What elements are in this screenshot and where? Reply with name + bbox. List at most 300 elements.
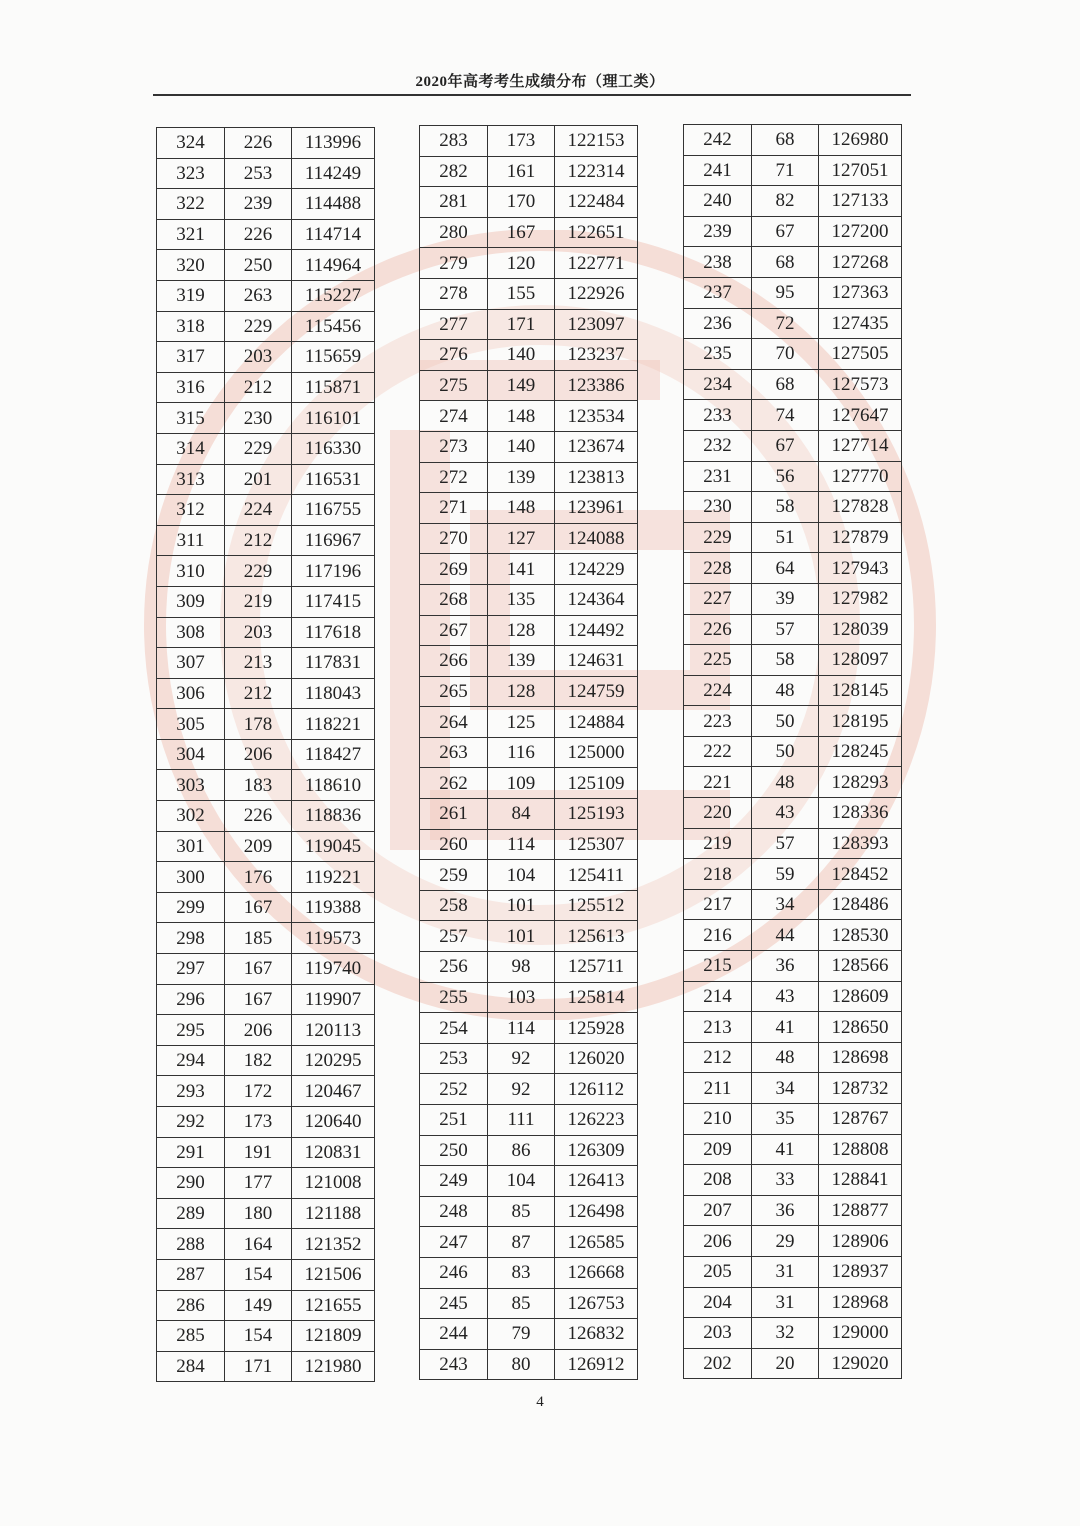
count-cell: 206 [225,1015,292,1046]
score-cell: 321 [157,219,225,250]
cumulative-cell: 119388 [292,892,375,923]
count-cell: 230 [225,403,292,434]
count-cell: 203 [225,617,292,648]
cumulative-cell: 115227 [292,280,375,311]
score-cell: 228 [684,553,752,584]
table-row [420,1227,638,1258]
score-cell: 316 [157,372,225,403]
table-row [684,798,902,829]
score-cell: 205 [684,1256,752,1287]
cumulative-cell: 127363 [819,277,902,308]
count-cell: 178 [225,709,292,740]
table-row [157,1321,375,1352]
cumulative-cell: 118610 [292,770,375,801]
cumulative-cell: 128841 [819,1165,902,1196]
score-cell: 237 [684,277,752,308]
score-cell: 249 [420,1166,488,1197]
count-cell: 58 [752,645,819,676]
count-cell: 167 [488,217,555,248]
count-cell: 50 [752,736,819,767]
score-cell: 231 [684,461,752,492]
cumulative-cell: 121188 [292,1198,375,1229]
count-cell: 171 [225,1351,292,1382]
score-cell: 324 [157,128,225,159]
cumulative-cell: 120831 [292,1137,375,1168]
cumulative-cell: 121655 [292,1290,375,1321]
cumulative-cell: 119740 [292,954,375,985]
score-cell: 281 [420,187,488,218]
table-row [157,1259,375,1290]
count-cell: 125 [488,707,555,738]
cumulative-cell: 128195 [819,706,902,737]
table-row [684,308,902,339]
cumulative-cell: 126498 [555,1196,638,1227]
score-cell: 289 [157,1198,225,1229]
table-row [420,768,638,799]
cumulative-cell: 125109 [555,768,638,799]
cumulative-cell: 123237 [555,340,638,371]
count-cell: 85 [488,1196,555,1227]
count-cell: 109 [488,768,555,799]
score-cell: 211 [684,1073,752,1104]
cumulative-cell: 126668 [555,1257,638,1288]
table-row [684,675,902,706]
cumulative-cell: 127828 [819,492,902,523]
count-cell: 167 [225,984,292,1015]
cumulative-cell: 128968 [819,1287,902,1318]
count-cell: 36 [752,951,819,982]
cumulative-cell: 128393 [819,828,902,859]
score-cell: 254 [420,1013,488,1044]
cumulative-cell: 113996 [292,128,375,159]
score-cell: 262 [420,768,488,799]
score-cell: 207 [684,1195,752,1226]
table-row [157,372,375,403]
cumulative-cell: 128937 [819,1256,902,1287]
score-cell: 229 [684,522,752,553]
cumulative-cell: 118221 [292,709,375,740]
table-row [420,1257,638,1288]
table-row [684,247,902,278]
cumulative-cell: 115871 [292,372,375,403]
cumulative-cell: 128452 [819,859,902,890]
cumulative-cell: 116330 [292,433,375,464]
score-cell: 322 [157,189,225,220]
score-cell: 260 [420,829,488,860]
score-cell: 264 [420,707,488,738]
cumulative-cell: 128039 [819,614,902,645]
count-cell: 41 [752,1012,819,1043]
score-cell: 303 [157,770,225,801]
count-cell: 64 [752,553,819,584]
count-cell: 229 [225,556,292,587]
count-cell: 104 [488,860,555,891]
count-cell: 229 [225,433,292,464]
score-cell: 305 [157,709,225,740]
count-cell: 68 [752,369,819,400]
cumulative-cell: 121506 [292,1259,375,1290]
count-cell: 148 [488,401,555,432]
count-cell: 35 [752,1104,819,1135]
count-cell: 167 [225,892,292,923]
table-row [157,770,375,801]
table-row [157,1198,375,1229]
table-row [157,158,375,189]
table-row [684,614,902,645]
cumulative-cell: 125307 [555,829,638,860]
count-cell: 68 [752,125,819,156]
count-cell: 51 [752,522,819,553]
score-cell: 318 [157,311,225,342]
score-cell: 280 [420,217,488,248]
cumulative-cell: 124364 [555,584,638,615]
score-cell: 314 [157,433,225,464]
table-row [684,155,902,186]
table-row [684,430,902,461]
score-cell: 221 [684,767,752,798]
count-cell: 57 [752,828,819,859]
count-cell: 43 [752,981,819,1012]
score-cell: 224 [684,675,752,706]
count-cell: 86 [488,1135,555,1166]
score-cell: 232 [684,430,752,461]
count-cell: 33 [752,1165,819,1196]
score-cell: 250 [420,1135,488,1166]
cumulative-cell: 127714 [819,430,902,461]
count-cell: 114 [488,1013,555,1044]
cumulative-cell: 125928 [555,1013,638,1044]
cumulative-cell: 117618 [292,617,375,648]
cumulative-cell: 123534 [555,401,638,432]
table-row [420,309,638,340]
page-title: 2020年高考考生成绩分布（理工类） [415,74,665,90]
count-cell: 149 [488,370,555,401]
score-cell: 203 [684,1318,752,1349]
count-cell: 182 [225,1045,292,1076]
table-row [420,340,638,371]
table-row [420,1043,638,1074]
cumulative-cell: 127133 [819,186,902,217]
cumulative-cell: 121980 [292,1351,375,1382]
cumulative-cell: 125711 [555,952,638,983]
score-cell: 291 [157,1137,225,1168]
table-row [420,982,638,1013]
score-cell: 310 [157,556,225,587]
score-cell: 226 [684,614,752,645]
table-row [157,1229,375,1260]
cumulative-cell: 123097 [555,309,638,340]
score-cell: 268 [420,584,488,615]
cumulative-cell: 126753 [555,1288,638,1319]
cumulative-cell: 126980 [819,125,902,156]
cumulative-cell: 127200 [819,216,902,247]
score-cell: 311 [157,525,225,556]
count-cell: 34 [752,1073,819,1104]
score-cell: 252 [420,1074,488,1105]
cumulative-cell: 125613 [555,921,638,952]
count-cell: 139 [488,646,555,677]
table-row [157,189,375,220]
cumulative-cell: 128609 [819,981,902,1012]
score-cell: 225 [684,645,752,676]
cumulative-cell: 127879 [819,522,902,553]
cumulative-cell: 128245 [819,736,902,767]
table-row [157,984,375,1015]
score-cell: 294 [157,1045,225,1076]
cumulative-cell: 115659 [292,342,375,373]
table-row [420,921,638,952]
score-cell: 315 [157,403,225,434]
count-cell: 183 [225,770,292,801]
score-cell: 246 [420,1257,488,1288]
page-number: 4 [536,1394,544,1410]
score-cell: 286 [157,1290,225,1321]
table-row [420,401,638,432]
table-row [684,1226,902,1257]
count-cell: 67 [752,216,819,247]
score-cell: 271 [420,493,488,524]
table-row [684,981,902,1012]
score-cell: 297 [157,954,225,985]
table-row [157,1137,375,1168]
count-cell: 154 [225,1321,292,1352]
table-row [157,495,375,526]
count-cell: 57 [752,614,819,645]
cumulative-cell: 116531 [292,464,375,495]
table-row [420,890,638,921]
count-cell: 48 [752,1042,819,1073]
cumulative-cell: 116967 [292,525,375,556]
cumulative-cell: 128566 [819,951,902,982]
cumulative-cell: 122651 [555,217,638,248]
count-cell: 80 [488,1349,555,1380]
table-row [157,433,375,464]
table-row [157,464,375,495]
count-cell: 141 [488,554,555,585]
score-table-3 [683,124,902,1379]
cumulative-cell: 117831 [292,648,375,679]
table-row [157,250,375,281]
score-cell: 323 [157,158,225,189]
cumulative-cell: 118836 [292,801,375,832]
score-cell: 300 [157,862,225,893]
score-cell: 238 [684,247,752,278]
table-row [420,1013,638,1044]
score-cell: 256 [420,952,488,983]
table-row [157,954,375,985]
count-cell: 29 [752,1226,819,1257]
cumulative-cell: 127647 [819,400,902,431]
table-row [420,370,638,401]
table-row [420,1196,638,1227]
cumulative-cell: 126020 [555,1043,638,1074]
cumulative-cell: 128145 [819,675,902,706]
count-cell: 50 [752,706,819,737]
count-cell: 101 [488,921,555,952]
score-cell: 296 [157,984,225,1015]
table-row [684,736,902,767]
score-cell: 215 [684,951,752,982]
cumulative-cell: 124492 [555,615,638,646]
cumulative-cell: 124229 [555,554,638,585]
cumulative-cell: 117415 [292,586,375,617]
table-row [420,431,638,462]
score-cell: 240 [684,186,752,217]
score-cell: 265 [420,676,488,707]
score-cell: 242 [684,125,752,156]
cumulative-cell: 119573 [292,923,375,954]
table-row [420,248,638,279]
score-cell: 266 [420,646,488,677]
score-cell: 209 [684,1134,752,1165]
cumulative-cell: 125000 [555,737,638,768]
cumulative-cell: 127268 [819,247,902,278]
cumulative-cell: 128877 [819,1195,902,1226]
table-row [684,1348,902,1379]
table-row [157,219,375,250]
cumulative-cell: 121352 [292,1229,375,1260]
count-cell: 70 [752,339,819,370]
table-row [684,767,902,798]
table-row [157,128,375,159]
count-cell: 128 [488,676,555,707]
table-row [420,1135,638,1166]
table-row [684,461,902,492]
count-cell: 161 [488,156,555,187]
score-cell: 278 [420,278,488,309]
table-row [684,583,902,614]
table-row [420,1288,638,1319]
cumulative-cell: 122314 [555,156,638,187]
table-row [420,952,638,983]
table-row [684,828,902,859]
table-row [684,1256,902,1287]
table-row [420,799,638,830]
cumulative-cell: 119907 [292,984,375,1015]
cumulative-cell: 126223 [555,1105,638,1136]
table-row [157,617,375,648]
count-cell: 82 [752,186,819,217]
score-cell: 299 [157,892,225,923]
cumulative-cell: 128336 [819,798,902,829]
score-cell: 206 [684,1226,752,1257]
score-cell: 317 [157,342,225,373]
table-row [157,1107,375,1138]
cumulative-cell: 121008 [292,1168,375,1199]
count-cell: 170 [488,187,555,218]
count-cell: 201 [225,464,292,495]
table-row [684,1165,902,1196]
score-cell: 319 [157,280,225,311]
score-cell: 275 [420,370,488,401]
table-row [684,400,902,431]
score-cell: 276 [420,340,488,371]
table-row [684,522,902,553]
score-cell: 257 [420,921,488,952]
cumulative-cell: 128530 [819,920,902,951]
score-cell: 309 [157,586,225,617]
cumulative-cell: 122926 [555,278,638,309]
count-cell: 36 [752,1195,819,1226]
score-cell: 204 [684,1287,752,1318]
table-row [420,278,638,309]
table-row [684,1134,902,1165]
table-row [157,831,375,862]
score-cell: 247 [420,1227,488,1258]
table-row [684,1195,902,1226]
header-rule [153,94,911,96]
score-table-2 [419,125,638,1380]
score-cell: 279 [420,248,488,279]
table-row [420,615,638,646]
cumulative-cell: 120467 [292,1076,375,1107]
table-row [684,1318,902,1349]
count-cell: 263 [225,280,292,311]
score-cell: 302 [157,801,225,832]
table-row [684,1104,902,1135]
score-table-1 [156,127,375,1382]
table-row [420,646,638,677]
table-row [420,187,638,218]
count-cell: 34 [752,889,819,920]
cumulative-cell: 123961 [555,493,638,524]
count-cell: 87 [488,1227,555,1258]
score-cell: 210 [684,1104,752,1135]
count-cell: 139 [488,462,555,493]
cumulative-cell: 125512 [555,890,638,921]
score-cell: 217 [684,889,752,920]
table-row [157,801,375,832]
count-cell: 20 [752,1348,819,1379]
cumulative-cell: 128732 [819,1073,902,1104]
score-cell: 284 [157,1351,225,1382]
count-cell: 79 [488,1319,555,1350]
count-cell: 226 [225,219,292,250]
count-cell: 226 [225,128,292,159]
count-cell: 191 [225,1137,292,1168]
cumulative-cell: 120295 [292,1045,375,1076]
count-cell: 103 [488,982,555,1013]
table-row [420,860,638,891]
score-cell: 295 [157,1015,225,1046]
count-cell: 56 [752,461,819,492]
cumulative-cell: 125411 [555,860,638,891]
count-cell: 92 [488,1074,555,1105]
cumulative-cell: 121809 [292,1321,375,1352]
cumulative-cell: 120113 [292,1015,375,1046]
table-row [420,1166,638,1197]
table-row [684,277,902,308]
count-cell: 239 [225,189,292,220]
cumulative-cell: 122153 [555,126,638,157]
count-cell: 224 [225,495,292,526]
cumulative-cell: 128486 [819,889,902,920]
table-row [684,706,902,737]
table-row [684,186,902,217]
score-cell: 270 [420,523,488,554]
score-cell: 263 [420,737,488,768]
count-cell: 127 [488,523,555,554]
score-cell: 282 [420,156,488,187]
table-row [684,951,902,982]
cumulative-cell: 126832 [555,1319,638,1350]
score-cell: 313 [157,464,225,495]
table-row [157,342,375,373]
table-row [157,311,375,342]
cumulative-cell: 124631 [555,646,638,677]
score-cell: 292 [157,1107,225,1138]
score-cell: 259 [420,860,488,891]
